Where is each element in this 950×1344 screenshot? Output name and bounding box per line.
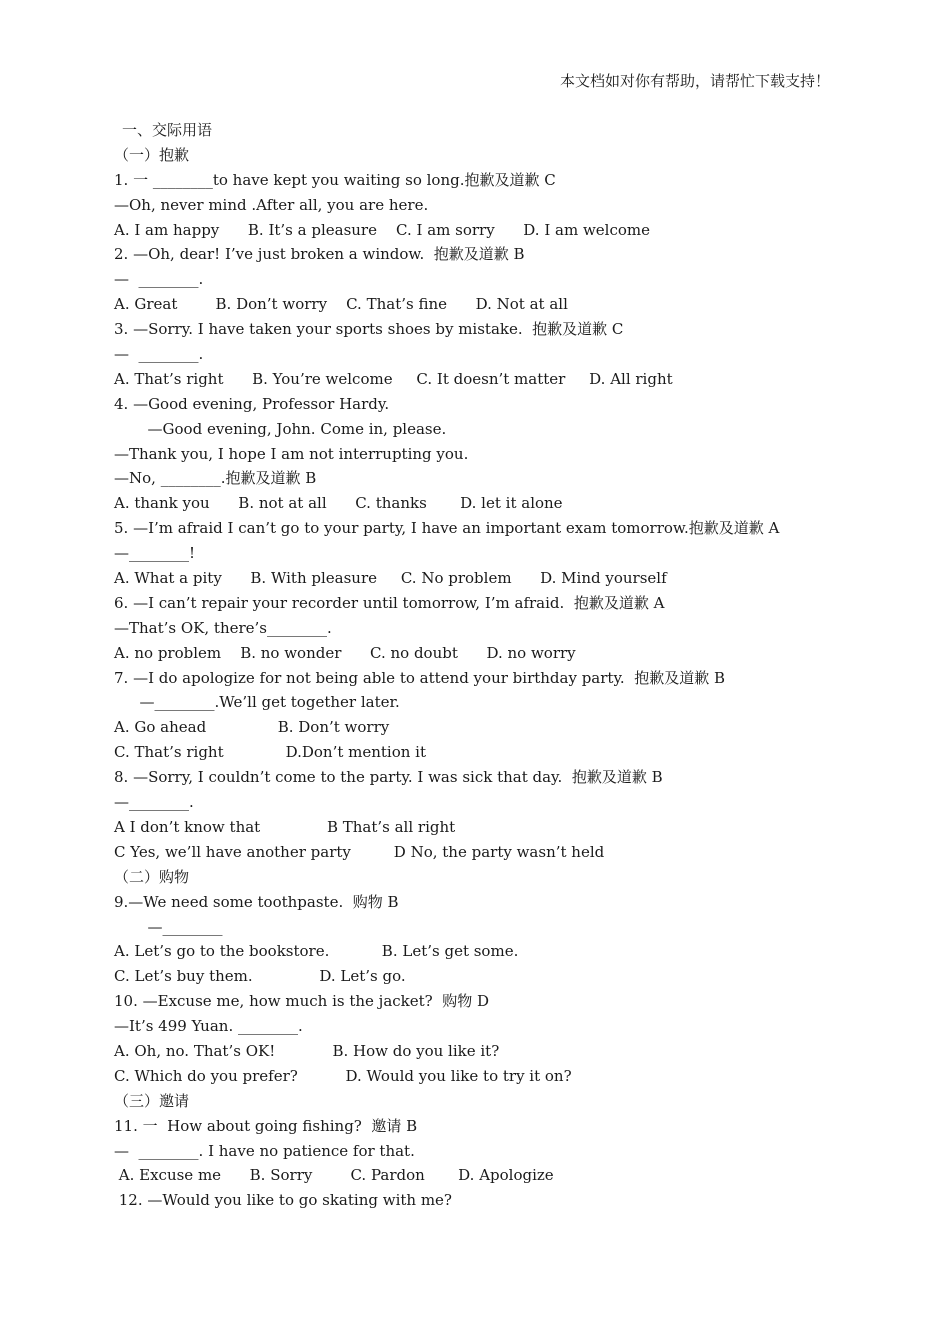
options-line: A. Great B. Don’t worry C. That’s fine D. Not at all xyxy=(114,295,568,314)
dialogue-line: —________. xyxy=(114,793,194,812)
question-line: 12. —Would you like to go skating with me? xyxy=(114,1191,452,1210)
document-body xyxy=(114,118,834,1213)
subsection-title: （二）购物 xyxy=(114,867,190,886)
options-line: A. thank you B. not at all C. thanks D. let it alone xyxy=(114,494,563,513)
options-line: A. I am happy B. It’s a pleasure C. I am sorry D. I am welcome xyxy=(114,220,651,239)
question-line: 3. —Sorry. I have taken your sports shoes by mistake. 抱歉及道歉 C xyxy=(114,320,624,339)
dialogue-line: —Oh, never mind .After all, you are here. xyxy=(114,195,429,214)
options-line: C. Let’s buy them. D. Let’s go. xyxy=(114,967,406,986)
options-line: C. Which do you prefer? D. Would you like to try it on? xyxy=(114,1066,572,1085)
dialogue-line: —________ xyxy=(138,917,223,936)
question-line: 1. 一 ________to have kept you waiting so long.抱歉及道歉 C xyxy=(114,170,556,189)
dialogue-line: —Good evening, John. Come in, please. xyxy=(138,419,447,438)
dialogue-line: —________! xyxy=(114,544,196,563)
question-line: 6. —I can’t repair your recorder until tomorrow, I’m afraid. 抱歉及道歉 A xyxy=(114,593,665,612)
section-title: 一、交际用语 xyxy=(122,121,213,139)
question-line: 11. 一 How about going fishing? 邀请 B xyxy=(114,1116,418,1135)
options-line: A. Excuse me B. Sorry C. Pardon D. Apologize xyxy=(114,1166,554,1185)
dialogue-line: —Thank you, I hope I am not interrupting you. xyxy=(114,444,469,463)
question-line: 5. —I’m afraid I can’t go to your party, I have an important exam tomorrow.抱歉及道歉 A xyxy=(114,519,780,538)
question-line: 4. —Good evening, Professor Hardy. xyxy=(114,394,390,413)
options-line: A. That’s right B. You’re welcome C. It doesn’t matter D. All right xyxy=(114,369,673,388)
dialogue-line: —No, ________.抱歉及道歉 B xyxy=(114,469,317,488)
options-line: A. Go ahead B. Don’t worry xyxy=(114,718,390,737)
options-line: A. no problem B. no wonder C. no doubt D. no worry xyxy=(114,643,576,662)
question-line: 10. —Excuse me, how much is the jacket? 购物 D xyxy=(114,992,490,1011)
question-line: 7. —I do apologize for not being able to attend your birthday party. 抱歉及道歉 B xyxy=(114,668,726,687)
options-line: A. Oh, no. That’s OK! B. How do you like it? xyxy=(114,1041,500,1060)
dialogue-line: — ________. I have no patience for that. xyxy=(114,1141,415,1160)
options-line: C Yes, we’ll have another party D No, the party wasn’t held xyxy=(114,842,605,861)
subsection-title: （一）抱歉 xyxy=(114,145,190,164)
subsection-title: （三）邀请 xyxy=(114,1091,190,1110)
dialogue-line: —That’s OK, there’s________. xyxy=(114,618,332,637)
dialogue-line: — ________. xyxy=(114,270,204,289)
question-line: 9.—We need some toothpaste. 购物 B xyxy=(114,892,399,911)
options-line: A I don’t know that B That’s all right xyxy=(114,817,456,836)
question-line: 8. —Sorry, I couldn’t come to the party. I was sick that day. 抱歉及道歉 B xyxy=(114,768,663,787)
options-line: A. What a pity B. With pleasure C. No problem D. Mind yourself xyxy=(114,569,667,588)
question-line: 2. —Oh, dear! I’ve just broken a window. 抱歉及道歉 B xyxy=(114,245,525,264)
page-header-note: 本文档如对你有帮助，请帮忙下载支持！ xyxy=(559,72,830,90)
options-line: A. Let’s go to the bookstore. B. Let’s get some. xyxy=(114,942,519,961)
dialogue-line: —________.We’ll get together later. xyxy=(130,693,400,712)
options-line: C. That’s right D.Don’t mention it xyxy=(114,743,427,762)
dialogue-line: — ________. xyxy=(114,345,204,364)
dialogue-line: —It’s 499 Yuan. ________. xyxy=(114,1017,303,1036)
